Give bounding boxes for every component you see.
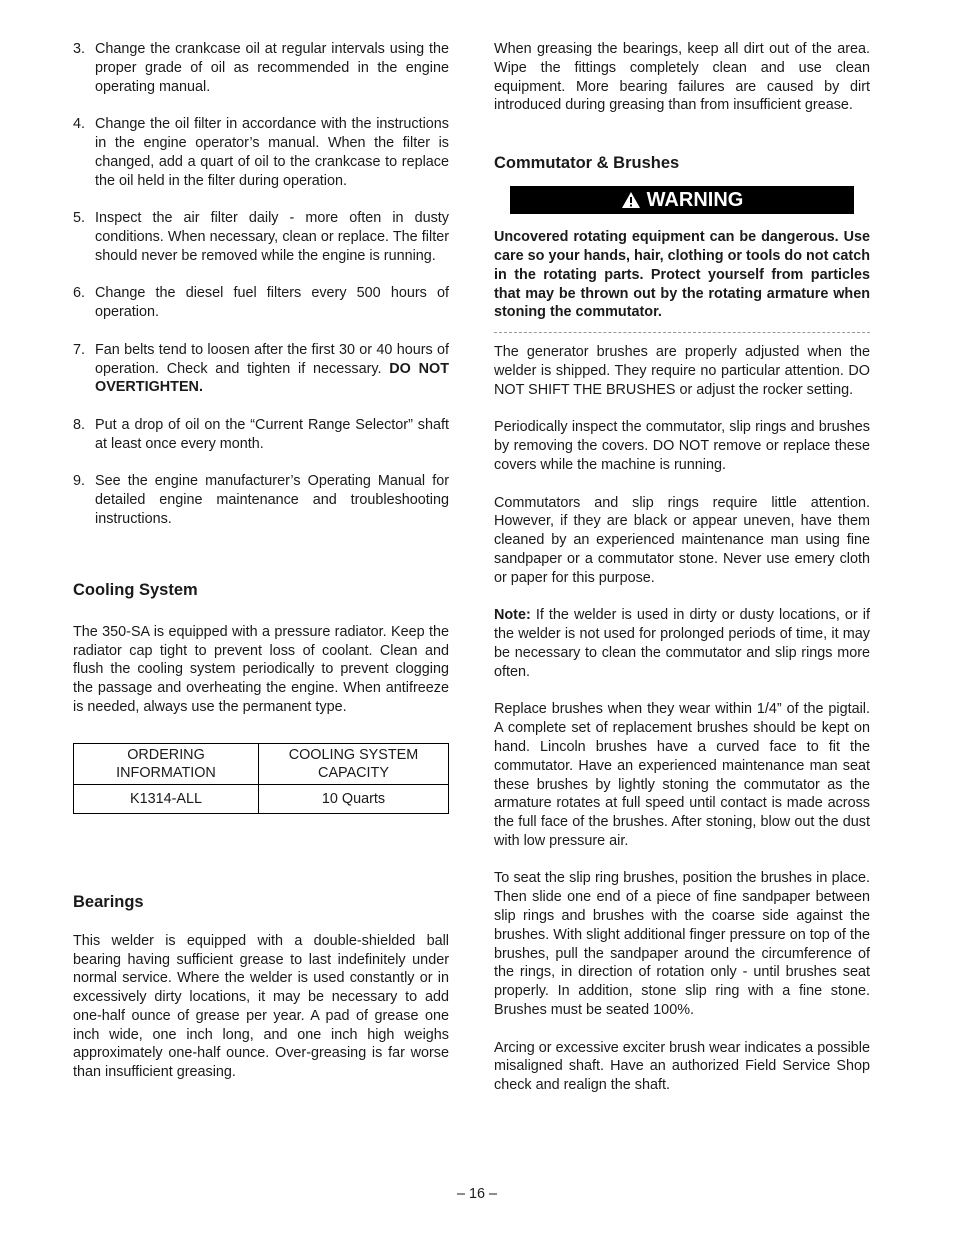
note-text: Note: If the welder is used in dirty or dusty locations, or if the welder is not used for prolonged periods of time, it may be necessary to clean the commutator and slip rings more often. [494, 607, 870, 680]
arcing-text: Arcing or excessive exciter brush wear indicates a possible misaligned shaft. Have an authorized Field Service Shop check and realign the shaft. [494, 1039, 870, 1094]
warning-label: WARNING [646, 188, 744, 211]
table-header-cell: COOLING SYSTEM CAPACITY [259, 743, 449, 784]
greasing-text: When greasing the bearings, keep all dirt out of the area. Wipe the fittings completely clean and use clean equipment. More bearing failures are caused by dirt introduced during greasing than from insufficient grease. [494, 41, 870, 114]
table-header-cell: ORDERING INFORMATION [74, 743, 259, 784]
list-item: 8. Put a drop of oil on the “Current Range Selector” shaft at least once every month. [73, 416, 449, 452]
table-row [74, 784, 449, 813]
list-item: 6. Change the diesel fuel filters every 500 hours of operation. [73, 285, 449, 321]
list-item: 7. Fan belts tend to loosen after the first 30 or 40 hours of operation. Check and tighten if necessary. DO NOT OVERTIGHTEN. [73, 341, 450, 396]
cooling-system-text: The 350-SA is equipped with a pressure radiator. Keep the radiator cap tight to prevent loss of coolant. Clean and flush the cooling system periodically to prevent clogging the passage and overheating the engine. When antifreeze is needed, always use the permanent type. [73, 623, 449, 715]
brush-replacement-text: Replace brushes when they wear within 1/4” of the pigtail. A complete set of replacement brushes should be kept on hand. Lincoln brushes have a curved face to fit the commutator. Have an experienced maintenance man seat these brushes by lightly stoning the commutator as the armature rotates at full speed until contact is made across the full face of the brushes. After stoning, blow out the dust with low pressure air. [494, 701, 870, 849]
bearings-text: This welder is equipped with a double-shielded ball bearing having sufficient grease to last indefinitely under normal service. Where the welder is used constantly or in excessively dirty locations, it may be necessary to add one-half ounce of grease per year. A pad of grease one inch wide, one inch long, and one inch high weighs approximately one-half ounce. Over-greasing is far worse than insufficient greasing. [73, 932, 449, 1081]
warning-banner [510, 186, 854, 214]
table-cell: K1314-ALL [74, 784, 259, 813]
cooling-system-heading: Cooling System [73, 580, 198, 599]
cooling-capacity-table [73, 743, 449, 814]
overtighten-warning: DO NOT OVERTIGHTEN. [95, 360, 450, 396]
list-item: 5. Inspect the air filter daily - more often in dusty conditions. When necessary, clean or replace. The filter should never be removed while the engine is running. [73, 210, 449, 264]
bearings-heading: Bearings [73, 892, 144, 911]
table-cell: 10 Quarts [259, 784, 449, 813]
brushes-adjustment-text: The generator brushes are properly adjusted when the welder is shipped. They require no particular attention. DO NOT SHIFT THE BRUSHES or adjust the rocker setting. [494, 344, 870, 398]
commutator-heading: Commutator & Brushes [494, 154, 680, 173]
list-item: 3. Change the crankcase oil at regular intervals using the proper grade of oil as recommended in the engine operating manual. [73, 41, 449, 95]
table-row [74, 743, 449, 784]
page-number: – 16 – [456, 1186, 497, 1202]
warning-triangle-icon [621, 191, 641, 209]
list-item: 9. See the engine manufacturer’s Operating Manual for detailed engine maintenance and troubleshooting instructions. [73, 473, 449, 527]
left-column [73, 40, 449, 1082]
inspection-text: Periodically inspect the commutator, slip rings and brushes by removing the covers. DO NOT remove or replace these covers while the machine is running. [494, 419, 870, 473]
note-label: Note: [494, 607, 531, 624]
warning-text: Uncovered rotating equipment can be dangerous. Use care so your hands, hair, clothing or tools do not catch in the rotating parts. Protect yourself from particles that may be thrown out by the rotating armature when stoning the commutator. [494, 229, 870, 321]
slip-ring-seating-text: To seat the slip ring brushes, position the brushes in place. Then slide one end of a piece of fine sandpaper between slip rings and brushes with the coarse side against the brushes. With slight additional finger pressure on top of the brushes, pull the sandpaper around the circumference of the rings, in direction of rotation only - until brushes seat properly. In addition, stone slip ring with a fine stone. Brushes must be seated 100%. [494, 870, 870, 1019]
commutator-cleaning-text: Commutators and slip rings require little attention. However, if they are black or appear uneven, have them cleaned by an experienced maintenance man using fine sandpaper or a commutator stone. Never use emery cloth or paper for this purpose. [494, 494, 870, 586]
list-item: 4. Change the oil filter in accordance with the instructions in the engine operator’s manual. When the filter is changed, add a quart of oil to the crankcase to replace the oil held in the filter during operation. [73, 116, 449, 189]
divider [494, 332, 870, 333]
right-column [494, 40, 870, 1095]
